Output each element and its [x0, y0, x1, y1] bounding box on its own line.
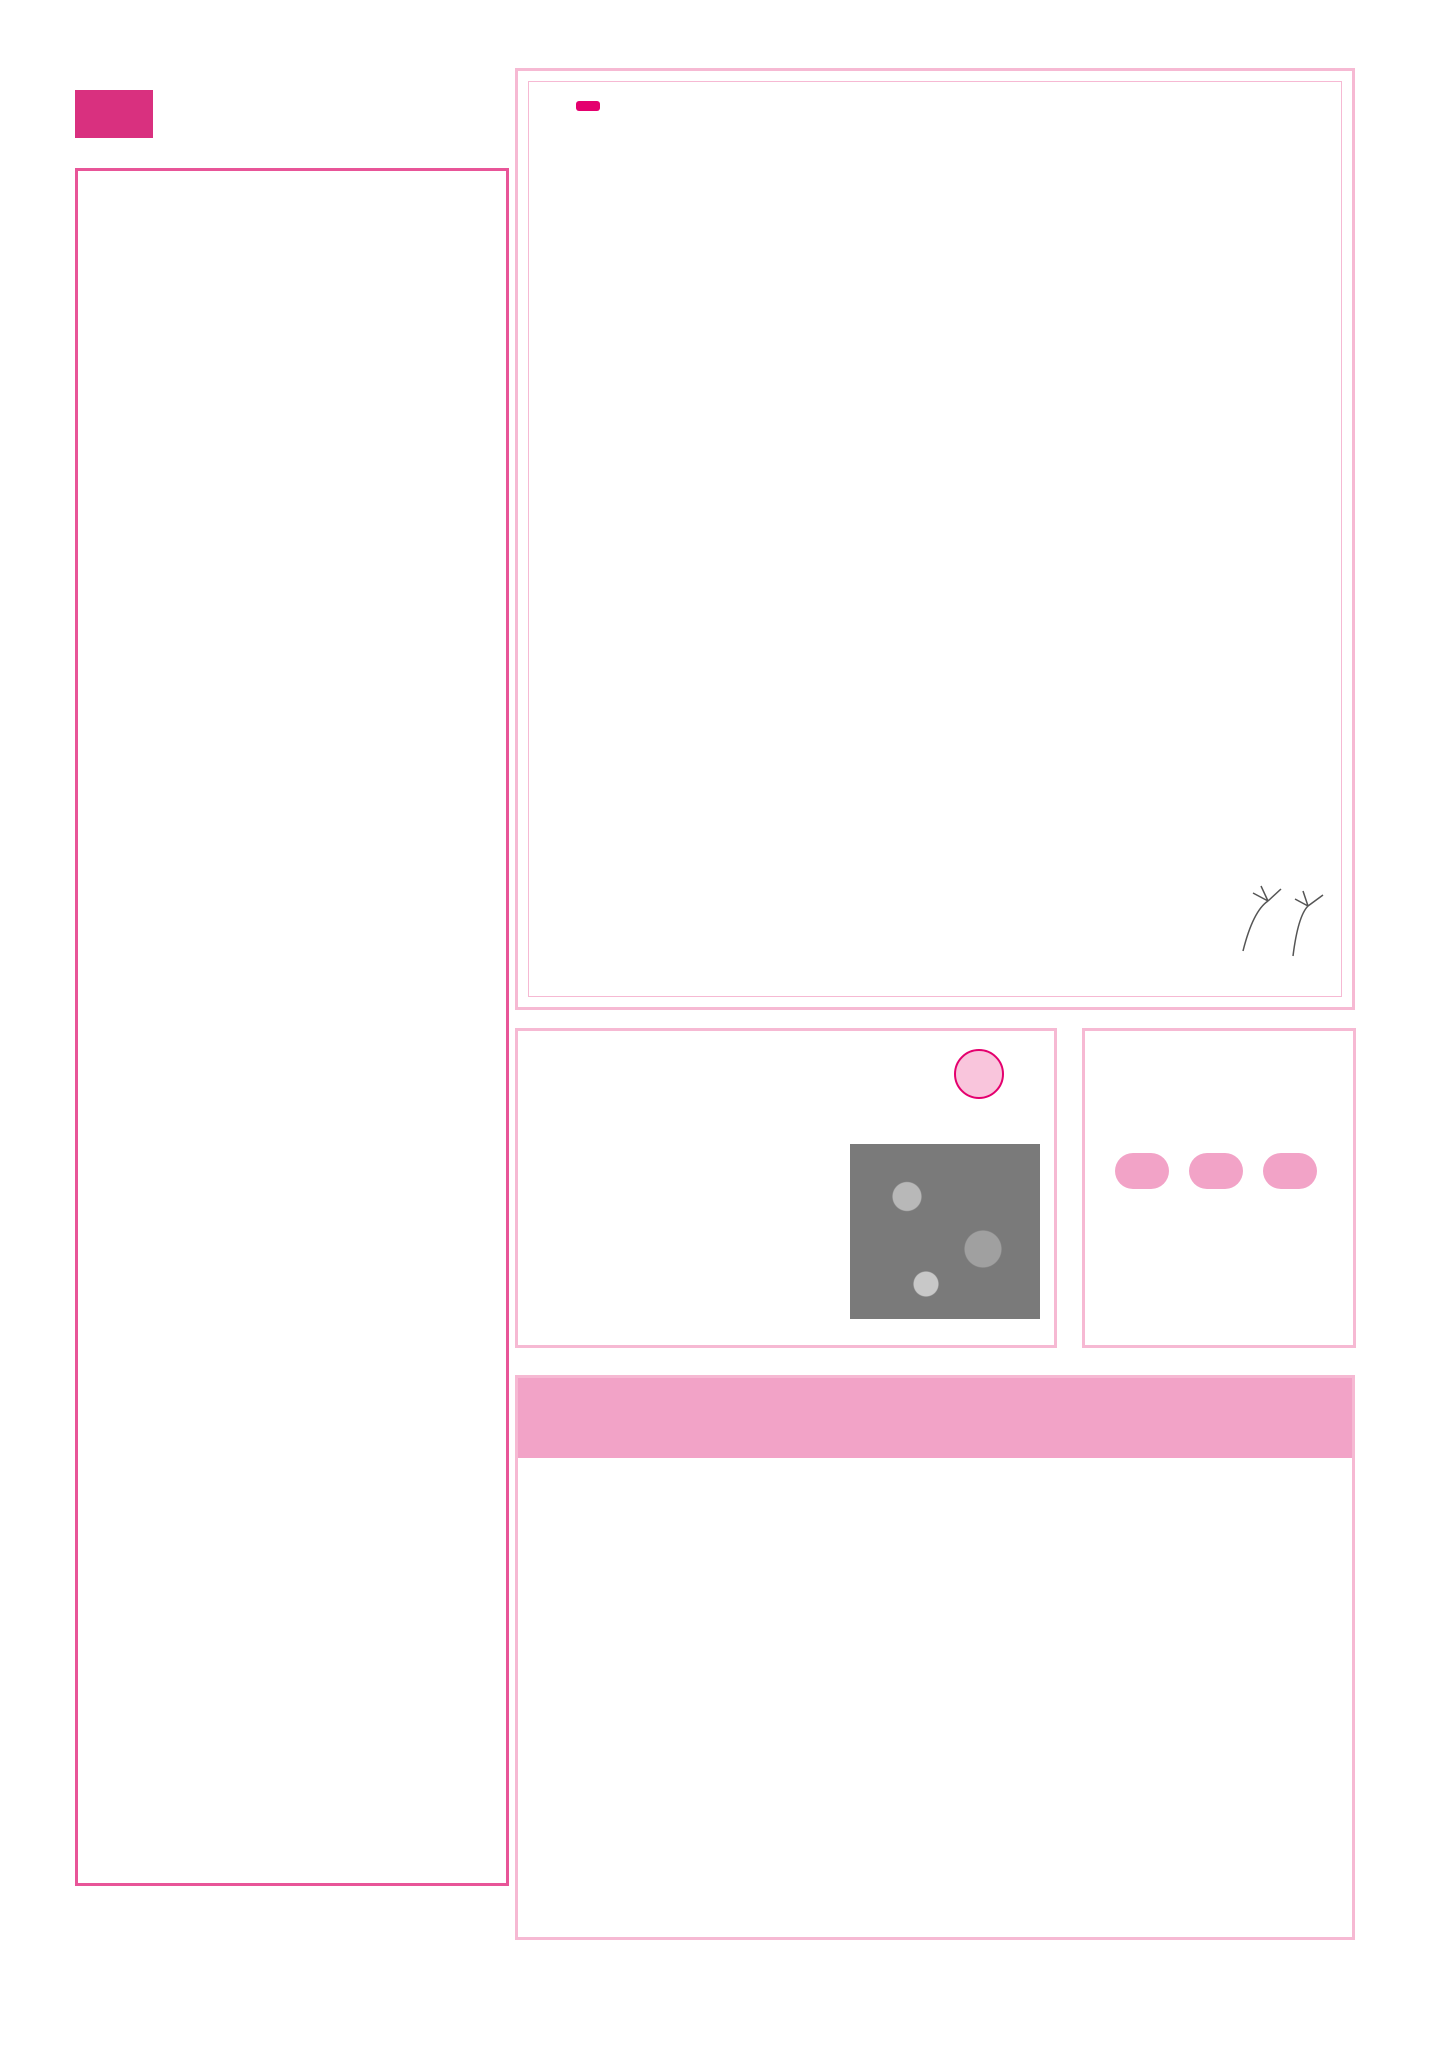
guide-walk-section — [515, 68, 1355, 1010]
lottery-day — [1263, 1153, 1317, 1189]
flower-center-section — [515, 1028, 1057, 1348]
recruit-badge — [576, 101, 600, 111]
lottery-days — [1115, 1153, 1317, 1189]
legend — [75, 1902, 89, 1931]
lottery-day — [1189, 1153, 1243, 1189]
mascot-icon — [954, 1049, 1004, 1099]
hisuikazura-photo — [850, 1144, 1040, 1319]
live-header — [518, 1378, 1352, 1458]
park-badge — [75, 90, 153, 138]
lottery-day — [1115, 1153, 1169, 1189]
contact-line — [518, 967, 1352, 991]
lottery-section — [1082, 1028, 1356, 1348]
guide-walk-frame — [528, 81, 1342, 997]
katakuri-flower-icon — [1223, 881, 1333, 961]
event-calendar — [75, 168, 509, 1886]
live-events-section — [515, 1375, 1355, 1940]
